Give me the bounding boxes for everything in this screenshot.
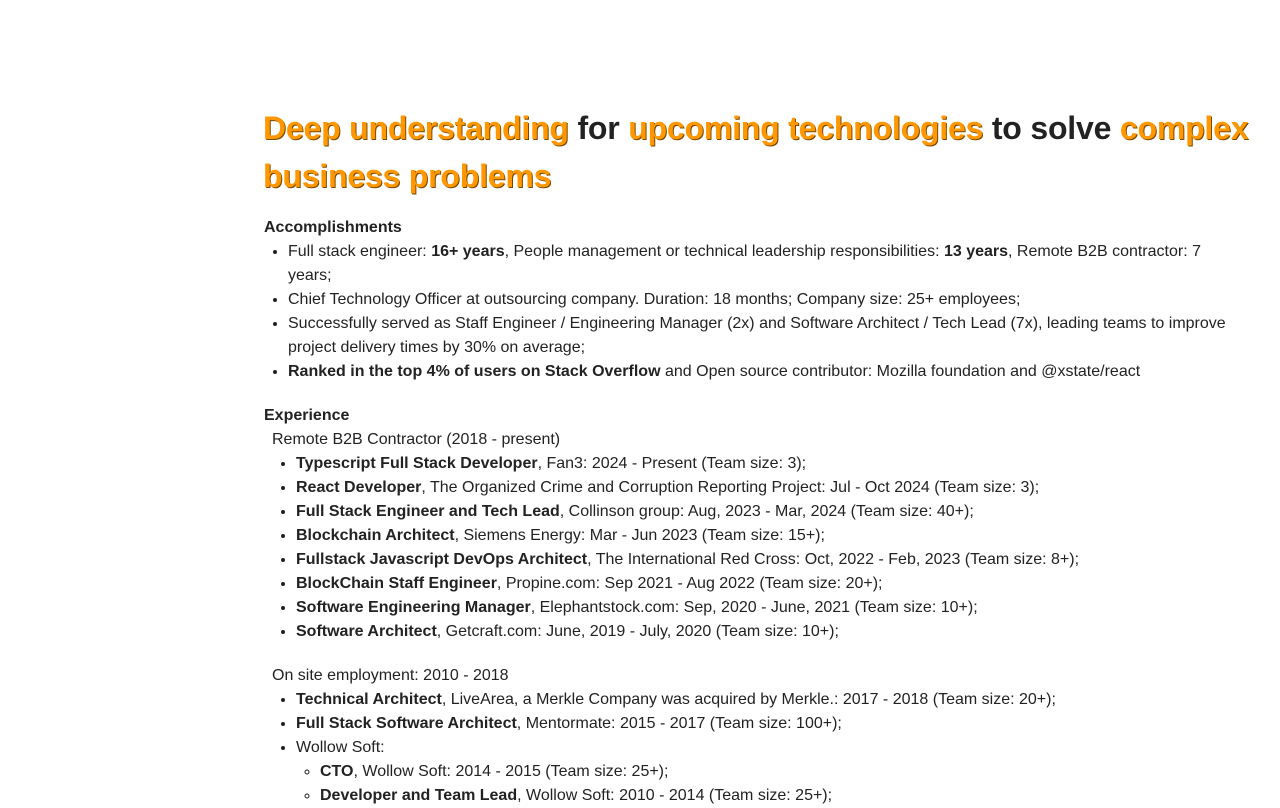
job-role: Typescript Full Stack Developer	[296, 455, 538, 472]
remote-list	[264, 452, 1244, 644]
item-bold: 13 years	[943, 243, 1009, 260]
list-item	[296, 572, 1244, 596]
list-item	[288, 360, 1244, 384]
list-item	[296, 476, 1244, 500]
job-role: CTO	[320, 763, 354, 780]
list-item	[320, 760, 1244, 784]
list-item	[296, 712, 1244, 736]
accomplishments-list	[264, 240, 1244, 384]
job-details: , Fan3: 2024 - Present (Team size: 3);	[537, 455, 807, 472]
list-item	[296, 736, 1244, 808]
onsite-heading: On site employment: 2010 - 2018	[272, 667, 509, 684]
accomplishments-title: Accomplishments	[264, 219, 402, 236]
item-bold: Ranked in the top 4% of users on Stack Overflow	[288, 363, 661, 380]
job-role: Technical Architect	[296, 691, 442, 708]
job-details: , Propine.com: Sep 2021 - Aug 2022 (Team size: 20+);	[496, 575, 883, 592]
job-details: , Mentormate: 2015 - 2017 (Team size: 100+);	[516, 715, 842, 732]
item-text: Successfully served as Staff Engineer / Engineering Manager (2x) and Software Architect / Tech Lead (7x), leading teams to improve project delivery times by 30% on average;	[288, 315, 1226, 356]
list-item	[320, 784, 1244, 808]
onsite-list	[264, 688, 1244, 808]
job-details: , LiveArea, a Merkle Company was acquired by Merkle.: 2017 - 2018 (Team size: 20+);	[441, 691, 1056, 708]
page-headline	[263, 104, 1253, 200]
headline-highlight-1: Deep understanding	[263, 110, 569, 146]
job-details: , Collinson group: Aug, 2023 - Mar, 2024 (Team size: 40+);	[559, 503, 974, 520]
list-item	[296, 524, 1244, 548]
headline-text-1: for	[568, 110, 629, 146]
headline-highlight-2: upcoming technologies	[628, 110, 984, 146]
list-item	[296, 500, 1244, 524]
job-role: Software Engineering Manager	[296, 599, 531, 616]
list-item	[296, 688, 1244, 712]
experience-section	[264, 404, 1244, 808]
job-role: Fullstack Javascript DevOps Architect	[296, 551, 588, 568]
list-item	[296, 452, 1244, 476]
job-details: , The International Red Cross: Oct, 2022 - Feb, 2023 (Team size: 8+);	[587, 551, 1080, 568]
list-item	[296, 596, 1244, 620]
job-details: , Getcraft.com: June, 2019 - July, 2020 (Team size: 10+);	[436, 623, 839, 640]
item-text: Full stack engineer:	[288, 243, 432, 260]
list-item	[288, 312, 1244, 360]
accomplishments-section	[264, 216, 1244, 384]
job-details: , Siemens Energy: Mar - Jun 2023 (Team size: 15+);	[454, 527, 825, 544]
job-details: , The Organized Crime and Corruption Reporting Project: Jul - Oct 2024 (Team size: 3);	[421, 479, 1040, 496]
job-role: React Developer	[296, 479, 422, 496]
resume-content	[264, 216, 1244, 808]
job-details: , Wollow Soft: 2010 - 2014 (Team size: 25+);	[517, 787, 833, 804]
job-role: Blockchain Architect	[296, 527, 455, 544]
experience-title: Experience	[264, 407, 350, 424]
list-item	[288, 288, 1244, 312]
item-text: , People management or technical leadership responsibilities:	[504, 243, 944, 260]
item-bold: 16+ years	[431, 243, 505, 260]
list-item	[288, 240, 1244, 288]
item-text: and Open source contributor: Mozilla foundation and @xstate/react	[660, 363, 1141, 380]
list-item	[296, 620, 1244, 644]
company-label: Wollow Soft:	[296, 739, 385, 756]
job-role: Full Stack Software Architect	[296, 715, 517, 732]
job-role: Full Stack Engineer and Tech Lead	[296, 503, 560, 520]
job-details: , Wollow Soft: 2014 - 2015 (Team size: 25+);	[353, 763, 669, 780]
remote-heading: Remote B2B Contractor (2018 - present)	[272, 431, 561, 448]
item-text: Chief Technology Officer at outsourcing company. Duration: 18 months; Company size: 25+ employees;	[288, 291, 1021, 308]
job-details: , Elephantstock.com: Sep, 2020 - June, 2021 (Team size: 10+);	[530, 599, 978, 616]
job-role: Software Architect	[296, 623, 437, 640]
headline-highlight-3: complex business problems	[263, 110, 1249, 194]
list-item	[296, 548, 1244, 572]
job-role: Developer and Team Lead	[320, 787, 518, 804]
headline-text-2: to solve	[983, 110, 1120, 146]
job-role: BlockChain Staff Engineer	[296, 575, 497, 592]
item-text: , Remote B2B contractor: 7 years;	[288, 243, 1201, 284]
wollow-list	[296, 760, 1244, 808]
